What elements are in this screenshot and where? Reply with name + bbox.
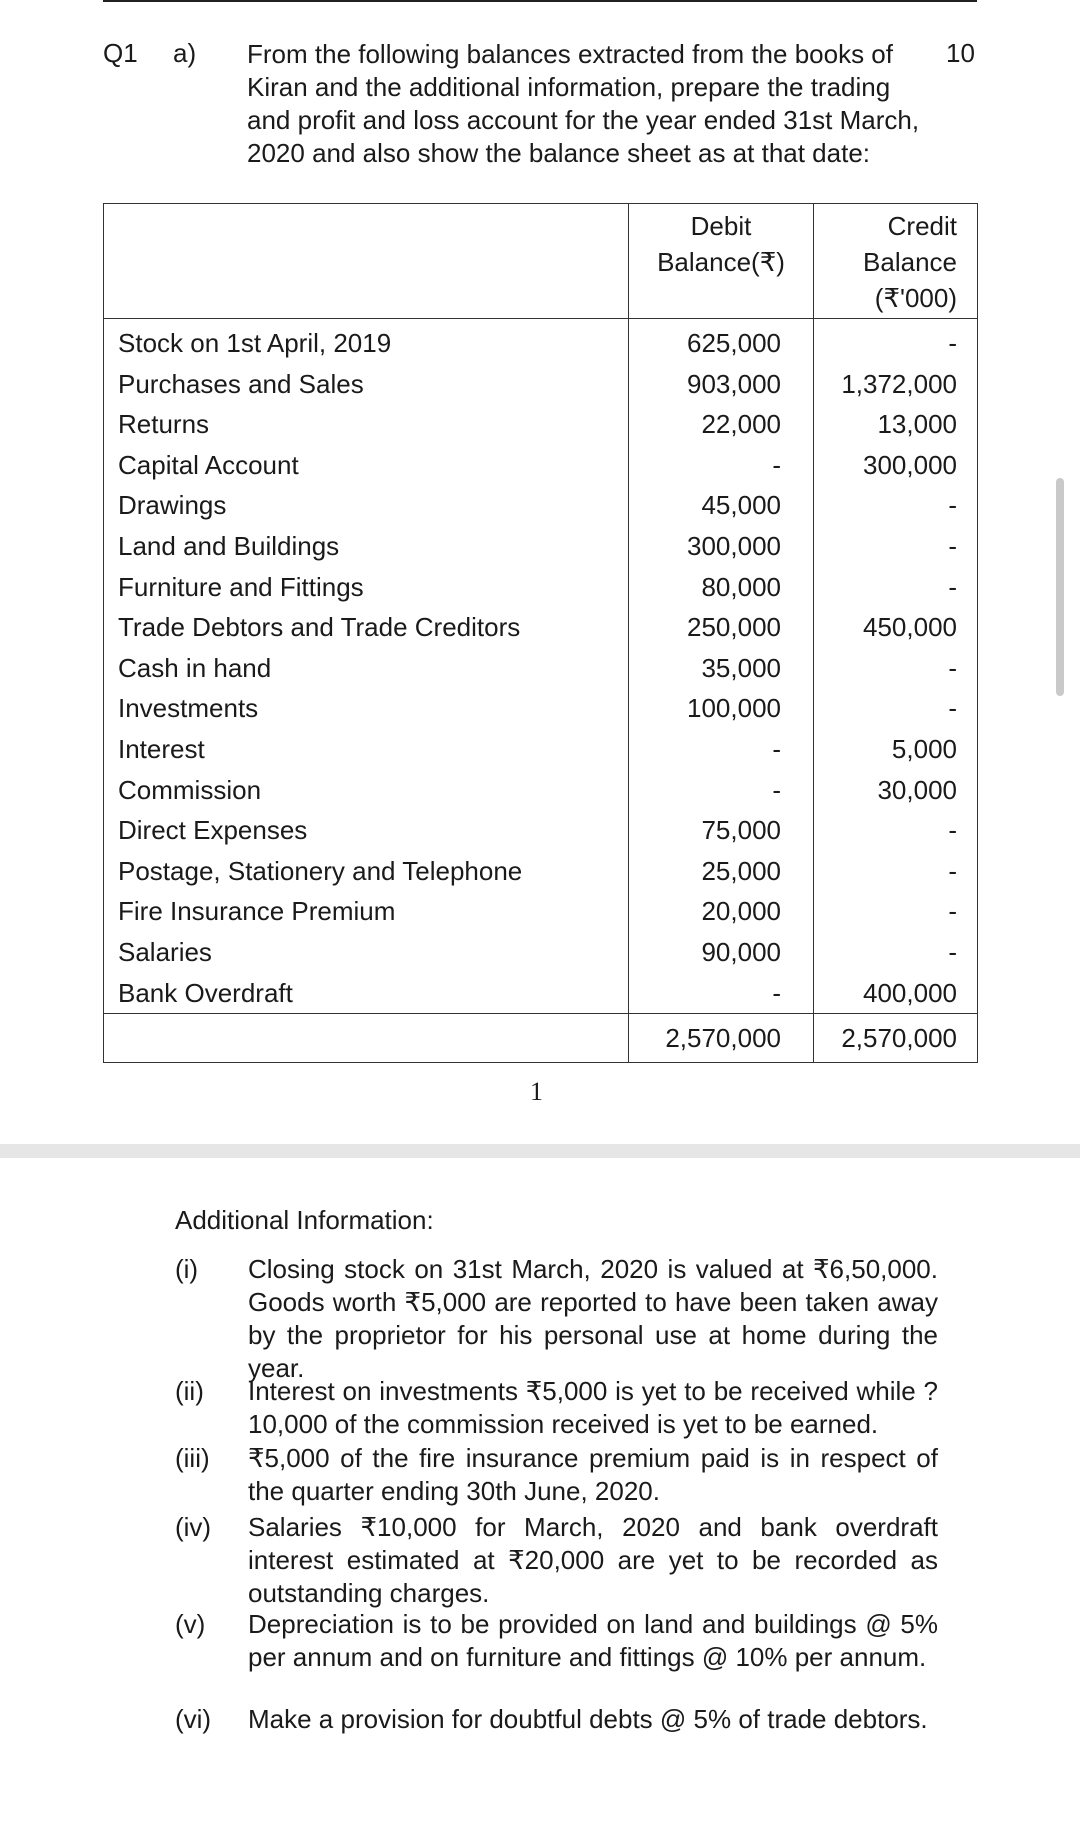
page-number: 1 bbox=[530, 1077, 543, 1106]
row-debit: - bbox=[629, 445, 814, 486]
row-debit: - bbox=[629, 770, 814, 811]
row-label: Cash in hand bbox=[104, 648, 629, 689]
row-credit: 5,000 bbox=[814, 729, 978, 770]
row-debit: 90,000 bbox=[629, 932, 814, 973]
row-credit: 13,000 bbox=[814, 404, 978, 445]
item-number: (iii) bbox=[175, 1443, 210, 1473]
question-number: Q1 bbox=[103, 38, 138, 68]
table-row bbox=[104, 607, 978, 648]
row-credit: - bbox=[814, 648, 978, 689]
item-text: Interest on investments ₹5,000 is yet to be received while ? 10,000 of the commission received is yet to be earned. bbox=[248, 1376, 938, 1439]
table-row bbox=[104, 810, 978, 851]
table-row bbox=[104, 932, 978, 973]
item-number: (i) bbox=[175, 1254, 199, 1284]
row-label: Furniture and Fittings bbox=[104, 567, 629, 608]
table-body bbox=[104, 319, 978, 1014]
row-debit: - bbox=[629, 729, 814, 770]
row-debit: 80,000 bbox=[629, 567, 814, 608]
item-number: (vi) bbox=[175, 1704, 212, 1734]
item-number: (v) bbox=[175, 1609, 206, 1639]
row-label: Returns bbox=[104, 404, 629, 445]
row-credit: 30,000 bbox=[814, 770, 978, 811]
row-label: Drawings bbox=[104, 485, 629, 526]
header-debit: Debit Balance(₹) bbox=[629, 204, 814, 319]
row-label: Postage, Stationery and Telephone bbox=[104, 851, 629, 892]
row-credit: 450,000 bbox=[814, 607, 978, 648]
row-credit: - bbox=[814, 891, 978, 932]
table-header-row bbox=[104, 204, 978, 319]
table-row bbox=[104, 567, 978, 608]
total-debit: 2,570,000 bbox=[629, 1014, 814, 1063]
document-page-2 bbox=[0, 1158, 1080, 1843]
total-credit: 2,570,000 bbox=[814, 1014, 978, 1063]
row-debit: 250,000 bbox=[629, 607, 814, 648]
item-number: (iv) bbox=[175, 1512, 212, 1542]
row-debit: 25,000 bbox=[629, 851, 814, 892]
question-marks: 10 bbox=[946, 38, 975, 68]
item-text: Depreciation is to be provided on land and buildings @ 5% per annum and on furniture and fittings @ 10% per annum. bbox=[248, 1609, 938, 1672]
row-label: Land and Buildings bbox=[104, 526, 629, 567]
row-credit: - bbox=[814, 810, 978, 851]
row-label: Commission bbox=[104, 770, 629, 811]
row-credit: - bbox=[814, 567, 978, 608]
table-row bbox=[104, 973, 978, 1014]
row-debit: 75,000 bbox=[629, 810, 814, 851]
row-debit: 625,000 bbox=[629, 319, 814, 364]
item-text: Salaries ₹10,000 for March, 2020 and bank overdraft interest estimated at ₹20,000 are yet to be recorded as outstanding charges. bbox=[248, 1512, 938, 1608]
row-label: Purchases and Sales bbox=[104, 364, 629, 405]
row-label: Trade Debtors and Trade Creditors bbox=[104, 607, 629, 648]
page-separator bbox=[0, 1144, 1080, 1158]
table-row bbox=[104, 445, 978, 486]
row-credit: - bbox=[814, 526, 978, 567]
row-label: Stock on 1st April, 2019 bbox=[104, 319, 629, 364]
row-credit: - bbox=[814, 932, 978, 973]
row-debit: 35,000 bbox=[629, 648, 814, 689]
table-row bbox=[104, 648, 978, 689]
table-row bbox=[104, 770, 978, 811]
item-text: Make a provision for doubtful debts @ 5% of trade debtors. bbox=[248, 1704, 928, 1734]
header-credit: Credit Balance (₹'000) bbox=[814, 204, 978, 319]
row-label: Investments bbox=[104, 688, 629, 729]
row-debit: 45,000 bbox=[629, 485, 814, 526]
table-row bbox=[104, 364, 978, 405]
row-debit: - bbox=[629, 973, 814, 1014]
question-part: a) bbox=[173, 38, 197, 68]
table-row bbox=[104, 404, 978, 445]
table-row bbox=[104, 688, 978, 729]
table-row bbox=[104, 526, 978, 567]
table-row bbox=[104, 485, 978, 526]
table-row bbox=[104, 729, 978, 770]
row-debit: 20,000 bbox=[629, 891, 814, 932]
table-row bbox=[104, 891, 978, 932]
row-credit: - bbox=[814, 485, 978, 526]
additional-info-title: Additional Information: bbox=[175, 1205, 434, 1235]
table-row bbox=[104, 319, 978, 364]
row-label: Direct Expenses bbox=[104, 810, 629, 851]
row-debit: 300,000 bbox=[629, 526, 814, 567]
row-credit: - bbox=[814, 851, 978, 892]
item-text: ₹5,000 of the fire insurance premium paid is in respect of the quarter ending 30th June, 2020. bbox=[248, 1443, 938, 1506]
row-debit: 903,000 bbox=[629, 364, 814, 405]
row-label: Fire Insurance Premium bbox=[104, 891, 629, 932]
header-particulars bbox=[104, 204, 629, 319]
totals-label bbox=[104, 1014, 629, 1063]
row-debit: 100,000 bbox=[629, 688, 814, 729]
question-text: From the following balances extracted from the books of Kiran and the additional information, prepare the trading and profit and loss account for the year ended 31st March, 2020 and also show the balance sheet as at that date: bbox=[247, 39, 920, 168]
row-debit: 22,000 bbox=[629, 404, 814, 445]
row-credit: 300,000 bbox=[814, 445, 978, 486]
row-credit: - bbox=[814, 688, 978, 729]
row-label: Interest bbox=[104, 729, 629, 770]
item-text: Closing stock on 31st March, 2020 is valued at ₹6,50,000. Goods worth ₹5,000 are reported to have been taken away by the proprietor for his personal use at home during the year. bbox=[248, 1254, 938, 1383]
item-number: (ii) bbox=[175, 1376, 204, 1406]
trial-balance-table bbox=[103, 203, 978, 1063]
row-label: Bank Overdraft bbox=[104, 973, 629, 1014]
row-credit: 400,000 bbox=[814, 973, 978, 1014]
row-label: Salaries bbox=[104, 932, 629, 973]
row-credit: - bbox=[814, 319, 978, 364]
totals-row bbox=[104, 1014, 978, 1063]
top-rule bbox=[103, 0, 977, 2]
table-row bbox=[104, 851, 978, 892]
scrollbar-thumb[interactable] bbox=[1056, 478, 1064, 696]
row-credit: 1,372,000 bbox=[814, 364, 978, 405]
row-label: Capital Account bbox=[104, 445, 629, 486]
